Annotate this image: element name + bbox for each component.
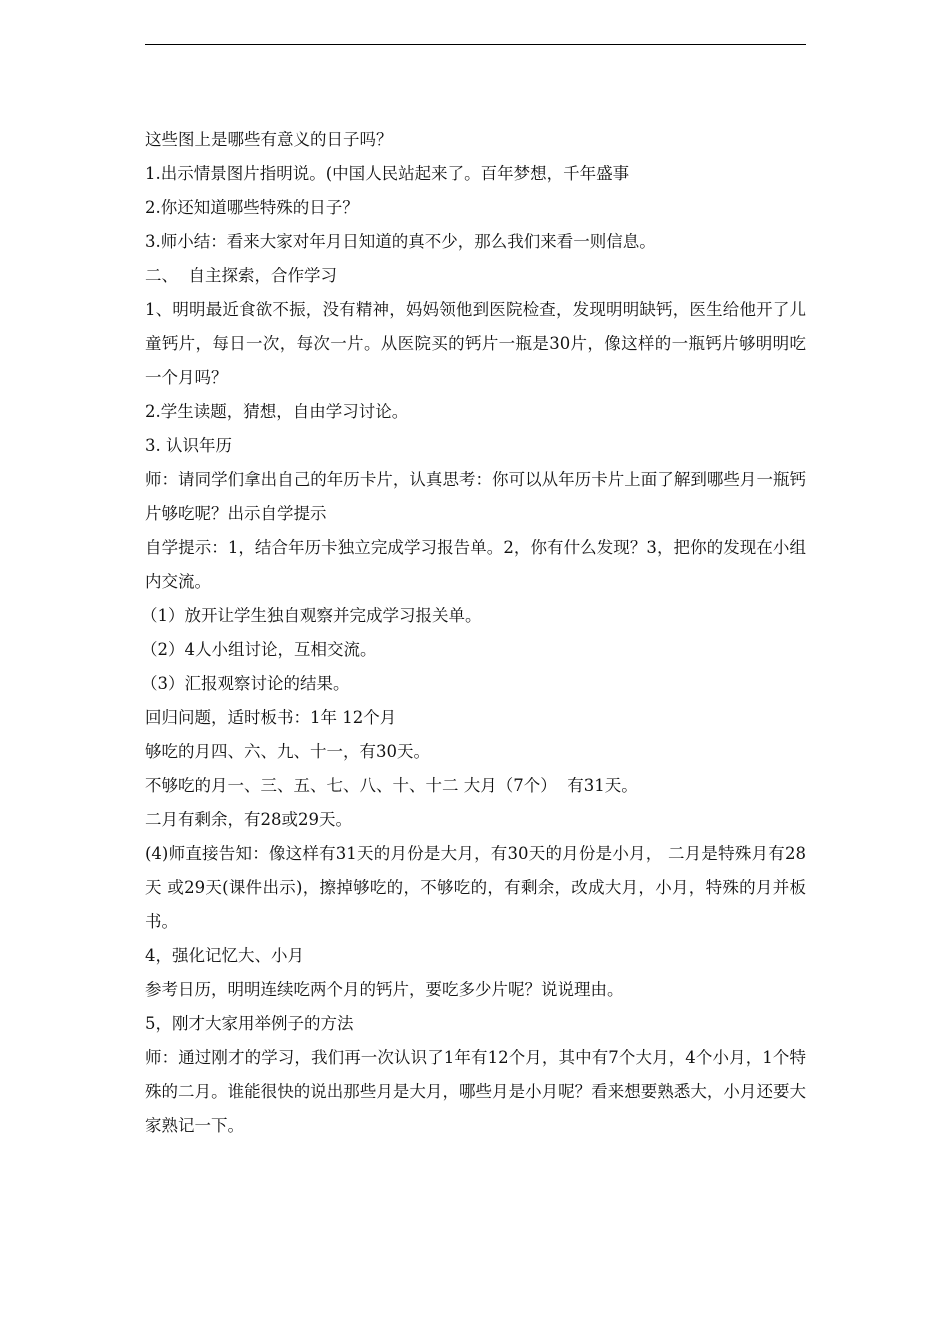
- paragraph-step-5: 5，刚才大家用举例子的方法: [145, 1014, 354, 1033]
- paragraph-not-enough-months: 不够吃的月一、三、五、七、八、十、十二 大月（7个） 有31天。: [145, 776, 638, 795]
- paragraph-intro-question: 这些图上是哪些有意义的日子吗？: [145, 130, 393, 149]
- section-heading-2: 二、 自主探索，合作学习: [145, 266, 337, 285]
- paragraph-step-2: 2.你还知道哪些特殊的日子？: [145, 198, 359, 217]
- paragraph-problem-story: 1、明明最近食欲不振，没有精神，妈妈领他到医院检查，发现明明缺钙，医生给他开了儿童钙片，每日一次，每次一片。从医院买的钙片一瓶是30片，像这样的一瓶钙片够明明吃一个月吗？: [145, 300, 806, 387]
- paragraph-self-study-tips: 自学提示：1，结合年历卡独立完成学习报告单。2，你有什么发现？3，把你的发现在小组内交流。: [145, 538, 806, 591]
- paragraph-calendar-question: 参考日历，明明连续吃两个月的钙片，要吃多少片呢？说说理由。: [145, 980, 624, 999]
- paragraph-substep-4: (4)师直接告知：像这样有31天的月份是大月，有30天的月份是小月， 二月是特殊月有28天 或29天(课件出示)，擦掉够吃的，不够吃的，有剩余，改成大月，小月，特殊的月并板书。: [145, 844, 806, 931]
- paragraph-substep-1: （1）放开让学生独自观察并完成学习报关单。: [141, 606, 482, 625]
- paragraph-step-1: 1.出示情景图片指明说。(中国人民站起来了。百年梦想，千年盛事: [145, 164, 630, 183]
- paragraph-february: 二月有剩余，有28或29天。: [145, 810, 352, 829]
- paragraph-teacher-prompt: 师：请同学们拿出自己的年历卡片，认真思考：你可以从年历卡片上面了解到哪些月一瓶钙片够吃呢？出示自学提示: [145, 470, 806, 523]
- paragraph-calendar-heading: 3. 认识年历: [145, 436, 232, 455]
- paragraph-summary: 师：通过刚才的学习，我们再一次认识了1年有12个月，其中有7个大月，4个小月，1个特殊的二月。谁能很快的说出那些月是大月，哪些月是小月呢？看来想要熟悉大，小月还要大家熟记一下。: [145, 1048, 806, 1135]
- document-body: [141, 123, 806, 1143]
- paragraph-enough-months: 够吃的月四、六、九、十一，有30天。: [145, 742, 430, 761]
- header-rule: [145, 44, 806, 45]
- paragraph-step-4: 4，强化记忆大、小月: [145, 946, 304, 965]
- paragraph-substep-3: （3）汇报观察讨论的结果。: [141, 674, 350, 693]
- paragraph-substep-2: （2）4人小组讨论，互相交流。: [141, 640, 377, 659]
- paragraph-step-3: 3.师小结：看来大家对年月日知道的真不少，那么我们来看一则信息。: [145, 232, 656, 251]
- paragraph-board-notes: 回归问题，适时板书：1年 12个月: [145, 708, 397, 727]
- paragraph-student-discussion: 2.学生读题，猜想，自由学习讨论。: [145, 402, 409, 421]
